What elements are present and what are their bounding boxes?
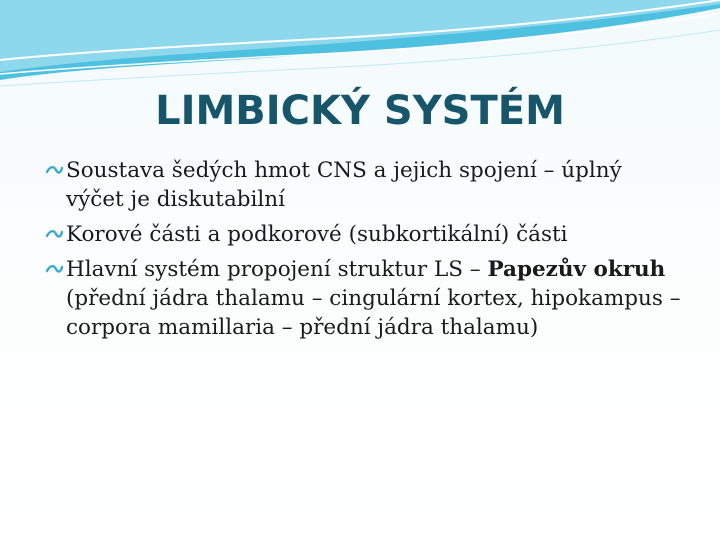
bullet-text-after: (přední jádra thalamu – cingulární kortex, hipokampus – corpora mamillaria – přední jádra thalamu)	[66, 286, 681, 340]
wave-bullet-icon	[46, 163, 63, 177]
bullet-item	[46, 255, 686, 342]
bullet-text: Korové části a podkorové (subkortikální) části	[66, 222, 568, 247]
bullet-text: Soustava šedých hmot CNS a jejich spojení – úplný výčet je diskutabilní	[66, 158, 622, 212]
wave-bullet-icon	[46, 262, 63, 276]
decorative-wave-header	[0, 0, 720, 90]
bullet-text-bold: Papezův okruh	[487, 257, 666, 282]
slide-title: LIMBICKÝ SYSTÉM	[155, 88, 565, 134]
wave-bullet-icon	[46, 227, 63, 241]
bullet-item	[46, 220, 686, 249]
bullet-list	[46, 156, 686, 348]
bullet-item	[46, 156, 686, 214]
bullet-text-before: Hlavní systém propojení struktur LS –	[66, 257, 488, 282]
